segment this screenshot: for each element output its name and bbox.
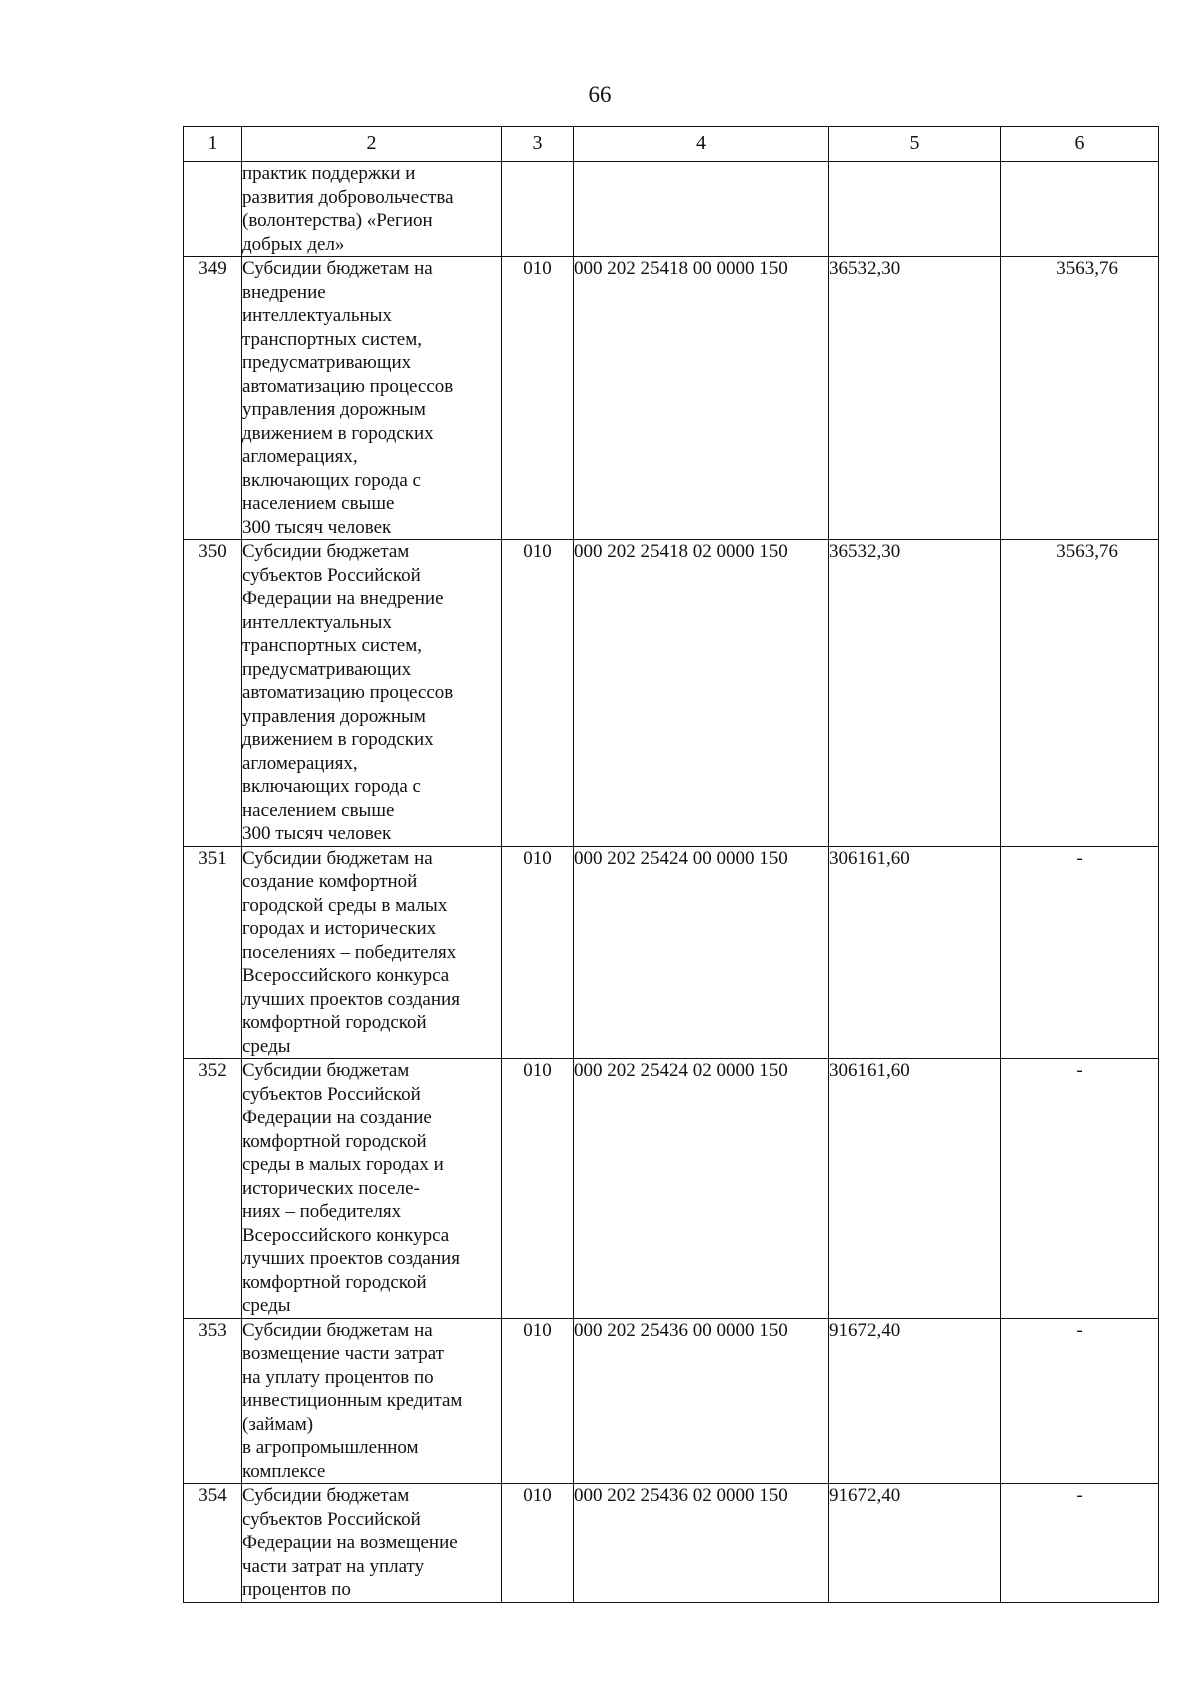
table-row <box>184 1484 1159 1603</box>
item-name-cell <box>242 257 502 540</box>
item-name-line: инвестиционным кредитам <box>242 1390 463 1411</box>
budget-classification-code-cell: 000 202 25436 00 0000 150 <box>574 1318 829 1484</box>
amount-cell: 306161,60 <box>829 846 1001 1059</box>
row-number-cell: 353 <box>184 1318 242 1484</box>
amount-second-cell: 3563,76 <box>1001 540 1159 847</box>
column-header: 2 <box>242 127 502 162</box>
item-name-line: транспортных систем, <box>242 635 423 656</box>
column-header: 6 <box>1001 127 1159 162</box>
item-name-line: среды <box>242 1035 291 1057</box>
item-name-line: поселениях – победителях <box>242 941 457 963</box>
amount-second-cell: - <box>1001 846 1159 1059</box>
item-name-line: Субсидии бюджетам <box>242 1485 410 1506</box>
amount-cell: 36532,30 <box>829 540 1001 847</box>
table-row <box>184 1318 1159 1484</box>
item-name-line: комфортной городской <box>242 1130 427 1152</box>
item-name-cell <box>242 846 502 1059</box>
budget-classification-code-cell: 000 202 25418 02 0000 150 <box>574 540 829 847</box>
item-name-line: субъектов Российской <box>242 564 421 586</box>
item-name-line: Субсидии бюджетам <box>242 541 410 562</box>
budget-classification-code-cell: 000 202 25418 00 0000 150 <box>574 257 829 540</box>
item-name-line: Субсидии бюджетам на <box>242 1319 433 1341</box>
item-name-line: предусматривающих <box>242 352 412 373</box>
budget-classification-code-cell: 000 202 25436 02 0000 150 <box>574 1484 829 1603</box>
amount-second-cell: - <box>1001 1059 1159 1319</box>
column-header: 5 <box>829 127 1001 162</box>
table-row <box>184 540 1159 847</box>
admin-code-cell: 010 <box>502 257 574 540</box>
item-name-line: Федерации на возмещение <box>242 1532 458 1553</box>
item-name-line: движением в городских <box>242 729 434 750</box>
column-header: 4 <box>574 127 829 162</box>
item-name-line: управления дорожным <box>242 705 426 727</box>
item-name-cell <box>242 1059 502 1319</box>
row-number-cell: 352 <box>184 1059 242 1319</box>
item-name-line: комплексе <box>242 1460 326 1482</box>
item-name-line: Всероссийского конкурса <box>242 1224 450 1246</box>
item-name-line: агломерациях, <box>242 446 358 467</box>
item-name-line: практик поддержки и <box>242 163 416 184</box>
item-name-line: части затрат на уплату <box>242 1555 425 1577</box>
item-name-line: лучших проектов создания <box>242 1248 460 1269</box>
item-name-line: Субсидии бюджетам <box>242 1060 410 1081</box>
item-name-line: Всероссийского конкурса <box>242 965 450 986</box>
item-name-line: движением в городских <box>242 422 434 444</box>
budget-classification-code-cell <box>574 162 829 257</box>
item-name-line: (волонтерства) «Регион <box>242 210 433 231</box>
item-name-line: интеллектуальных <box>242 611 392 633</box>
amount-cell: 306161,60 <box>829 1059 1001 1319</box>
item-name-line: автоматизацию процессов <box>242 375 454 397</box>
row-number-cell: 354 <box>184 1484 242 1603</box>
column-header: 1 <box>184 127 242 162</box>
admin-code-cell: 010 <box>502 540 574 847</box>
table-row <box>184 1059 1159 1319</box>
item-name-line: комфортной городской <box>242 1012 427 1033</box>
item-name-line: среды в малых городах и <box>242 1154 444 1175</box>
item-name-line: городской среды в малых <box>242 894 448 916</box>
admin-code-cell: 010 <box>502 1484 574 1603</box>
item-name-line: среды <box>242 1295 291 1316</box>
item-name-line: субъектов Российской <box>242 1508 421 1530</box>
table-body <box>184 162 1159 1603</box>
item-name-line: Федерации на внедрение <box>242 588 444 609</box>
table-row <box>184 846 1159 1059</box>
item-name-line: комфортной городской <box>242 1271 427 1293</box>
item-name-line: населением свыше <box>242 799 395 821</box>
budget-classification-code-cell: 000 202 25424 00 0000 150 <box>574 846 829 1059</box>
item-name-line: Субсидии бюджетам на <box>242 258 433 279</box>
item-name-line: включающих города с <box>242 776 421 797</box>
row-number-cell <box>184 162 242 257</box>
budget-table <box>183 126 1159 1603</box>
item-name-line: 300 тысяч человек <box>242 823 392 844</box>
amount-second-cell <box>1001 162 1159 257</box>
item-name-line: городах и исторических <box>242 918 437 939</box>
admin-code-cell <box>502 162 574 257</box>
amount-cell: 91672,40 <box>829 1318 1001 1484</box>
row-number-cell: 350 <box>184 540 242 847</box>
item-name-line: исторических поселе- <box>242 1177 420 1199</box>
item-name-line: создание комфортной <box>242 871 418 892</box>
table-row <box>184 162 1159 257</box>
item-name-line: 300 тысяч человек <box>242 516 392 538</box>
item-name-line: агломерациях, <box>242 752 358 774</box>
page-number: 66 <box>588 82 612 107</box>
item-name-line: транспортных систем, <box>242 328 423 350</box>
item-name-line: добрых дел» <box>242 233 345 255</box>
item-name-line: управления дорожным <box>242 399 426 420</box>
item-name-line: лучших проектов создания <box>242 988 460 1010</box>
item-name-cell <box>242 540 502 847</box>
item-name-cell <box>242 162 502 257</box>
item-name-line: в агропромышленном <box>242 1437 419 1458</box>
item-name-line: ниях – победителях <box>242 1201 402 1222</box>
item-name-line: автоматизацию процессов <box>242 682 454 703</box>
item-name-cell <box>242 1318 502 1484</box>
item-name-line: включающих города с <box>242 469 421 491</box>
item-name-cell <box>242 1484 502 1603</box>
budget-classification-code-cell: 000 202 25424 02 0000 150 <box>574 1059 829 1319</box>
item-name-line: развития добровольчества <box>242 186 454 208</box>
table-row <box>184 257 1159 540</box>
table-header-row <box>184 127 1159 162</box>
amount-cell: 91672,40 <box>829 1484 1001 1603</box>
item-name-line: процентов по <box>242 1579 351 1600</box>
amount-cell <box>829 162 1001 257</box>
item-name-line: возмещение части затрат <box>242 1343 444 1364</box>
amount-second-cell: 3563,76 <box>1001 257 1159 540</box>
amount-second-cell: - <box>1001 1318 1159 1484</box>
item-name-line: (займам) <box>242 1413 314 1435</box>
row-number-cell: 351 <box>184 846 242 1059</box>
amount-second-cell: - <box>1001 1484 1159 1603</box>
row-number-cell: 349 <box>184 257 242 540</box>
item-name-line: внедрение <box>242 281 326 303</box>
admin-code-cell: 010 <box>502 1318 574 1484</box>
item-name-line: предусматривающих <box>242 658 412 680</box>
amount-cell: 36532,30 <box>829 257 1001 540</box>
admin-code-cell: 010 <box>502 1059 574 1319</box>
item-name-line: интеллектуальных <box>242 305 392 326</box>
item-name-line: на уплату процентов по <box>242 1366 434 1388</box>
item-name-line: субъектов Российской <box>242 1083 421 1105</box>
admin-code-cell: 010 <box>502 846 574 1059</box>
column-header: 3 <box>502 127 574 162</box>
item-name-line: Федерации на создание <box>242 1107 432 1128</box>
item-name-line: Субсидии бюджетам на <box>242 847 433 869</box>
item-name-line: населением свыше <box>242 493 395 514</box>
